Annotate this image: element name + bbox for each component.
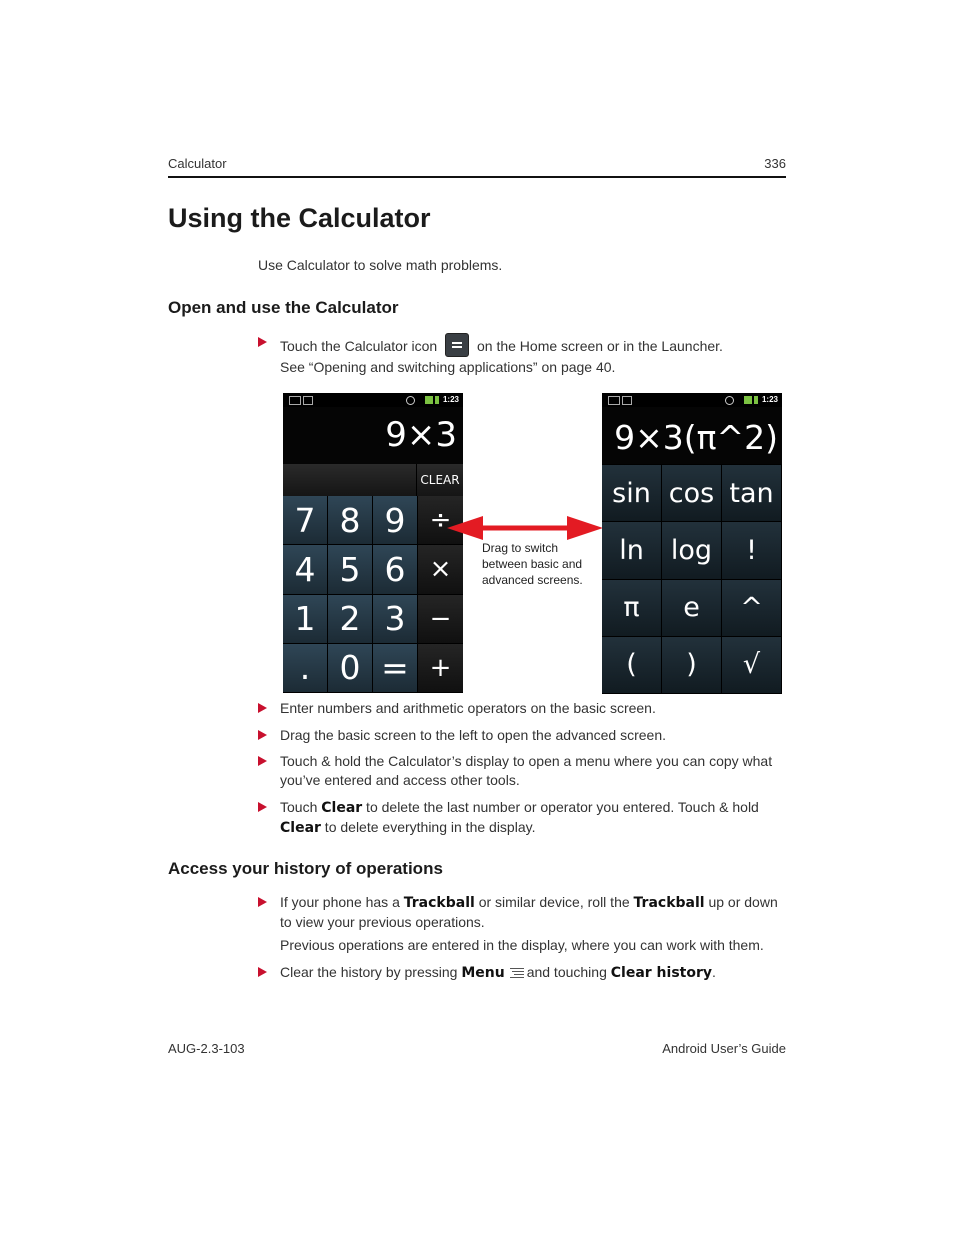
calc-key: tan (722, 465, 782, 522)
calc-key: ( (602, 637, 662, 694)
header-rule (168, 176, 786, 178)
status-bar (283, 393, 463, 407)
arrow-head-left (447, 516, 483, 540)
list-item: Drag the basic screen to the left to open the advanced screen. (258, 726, 786, 745)
calc-key: ^ (722, 580, 782, 637)
list-item: Touch & hold the Calculator’s display to open a menu where you can copy what you’ve entered and access other tools. (258, 752, 786, 789)
list-item: Enter numbers and arithmetic operators on the basic screen. (258, 699, 786, 718)
page-title: Using the Calculator (168, 203, 431, 233)
page-number: 336 (764, 156, 786, 171)
list-item: If your phone has a Trackball or similar device, roll the Trackball up or down to view your previous operations. (258, 893, 786, 931)
document-code: AUG-2.3-103 (168, 1041, 245, 1056)
calc-key: 5 (328, 545, 373, 594)
calc-key: 8 (328, 496, 373, 545)
triangle-bullet-icon (258, 756, 267, 766)
battery-icon (435, 396, 439, 404)
calc-key: ÷ (418, 496, 463, 545)
status-clock: 1:23 (761, 395, 778, 404)
calc-key: × (418, 545, 463, 594)
clear-button: CLEAR (416, 464, 463, 496)
calc-key: + (418, 644, 463, 693)
calc-key: √ (722, 637, 782, 694)
calc-key: 3 (373, 595, 418, 644)
calc-key: 0 (328, 644, 373, 693)
notification-icon (608, 396, 620, 405)
menu-icon (510, 967, 524, 979)
basic-calculator-screenshot (283, 393, 463, 693)
intro-paragraph: Use Calculator to solve math problems. (258, 257, 503, 273)
calc-key: π (602, 580, 662, 637)
calc-key: = (373, 644, 418, 693)
list-item: Touch Clear to delete the last number or operator you entered. Touch & hold Clear to delete everything in the display. (258, 798, 786, 837)
notification-icon (303, 396, 313, 405)
figure-callout: Drag to switch between basic and advanced screens. (482, 541, 583, 587)
triangle-bullet-icon (258, 897, 267, 907)
gps-icon (725, 396, 734, 405)
notification-icon (622, 396, 632, 405)
calc-key: − (418, 595, 463, 644)
advanced-calculator-screenshot (602, 393, 782, 694)
calc-key: 6 (373, 545, 418, 594)
triangle-bullet-icon (258, 730, 267, 740)
clear-bar (283, 464, 463, 496)
triangle-bullet-icon (258, 967, 267, 977)
calc-key: ) (662, 637, 722, 694)
calc-key: 4 (283, 545, 328, 594)
notification-icon (289, 396, 301, 405)
signal-icon (425, 396, 433, 404)
status-bar (602, 393, 782, 407)
gps-icon (406, 396, 415, 405)
triangle-bullet-icon (258, 703, 267, 713)
calc-key: 1 (283, 595, 328, 644)
calc-key: 7 (283, 496, 328, 545)
document-title: Android User’s Guide (662, 1041, 786, 1056)
calc-key: 2 (328, 595, 373, 644)
calc-key: e (662, 580, 722, 637)
arrow-head-right (567, 516, 603, 540)
triangle-bullet-icon (258, 802, 267, 812)
calc-key: ln (602, 522, 662, 579)
list-item: Touch the Calculator icon on the Home screen or in the Launcher. (258, 333, 786, 357)
calc-key: sin (602, 465, 662, 522)
list-item-note: See “Opening and switching applications” on page 40. (280, 359, 616, 375)
calculator-display: 9×3 (283, 407, 463, 464)
calc-key: cos (662, 465, 722, 522)
running-header-section: Calculator (168, 156, 227, 171)
status-clock: 1:23 (442, 395, 459, 404)
calculator-display: 9×3(π^2) (602, 407, 782, 464)
section-heading-history: Access your history of operations (168, 859, 443, 878)
triangle-bullet-icon (258, 337, 267, 347)
battery-icon (754, 396, 758, 404)
signal-icon (744, 396, 752, 404)
calculator-icon (445, 333, 469, 357)
calc-key: log (662, 522, 722, 579)
section-heading-open-use: Open and use the Calculator (168, 298, 399, 317)
calc-key: ! (722, 522, 782, 579)
list-item-note: Previous operations are entered in the display, where you can work with them. (280, 937, 764, 953)
list-item: Clear the history by pressing Menu and touching Clear history. (258, 963, 786, 983)
calc-key: . (283, 644, 328, 693)
calc-key: 9 (373, 496, 418, 545)
